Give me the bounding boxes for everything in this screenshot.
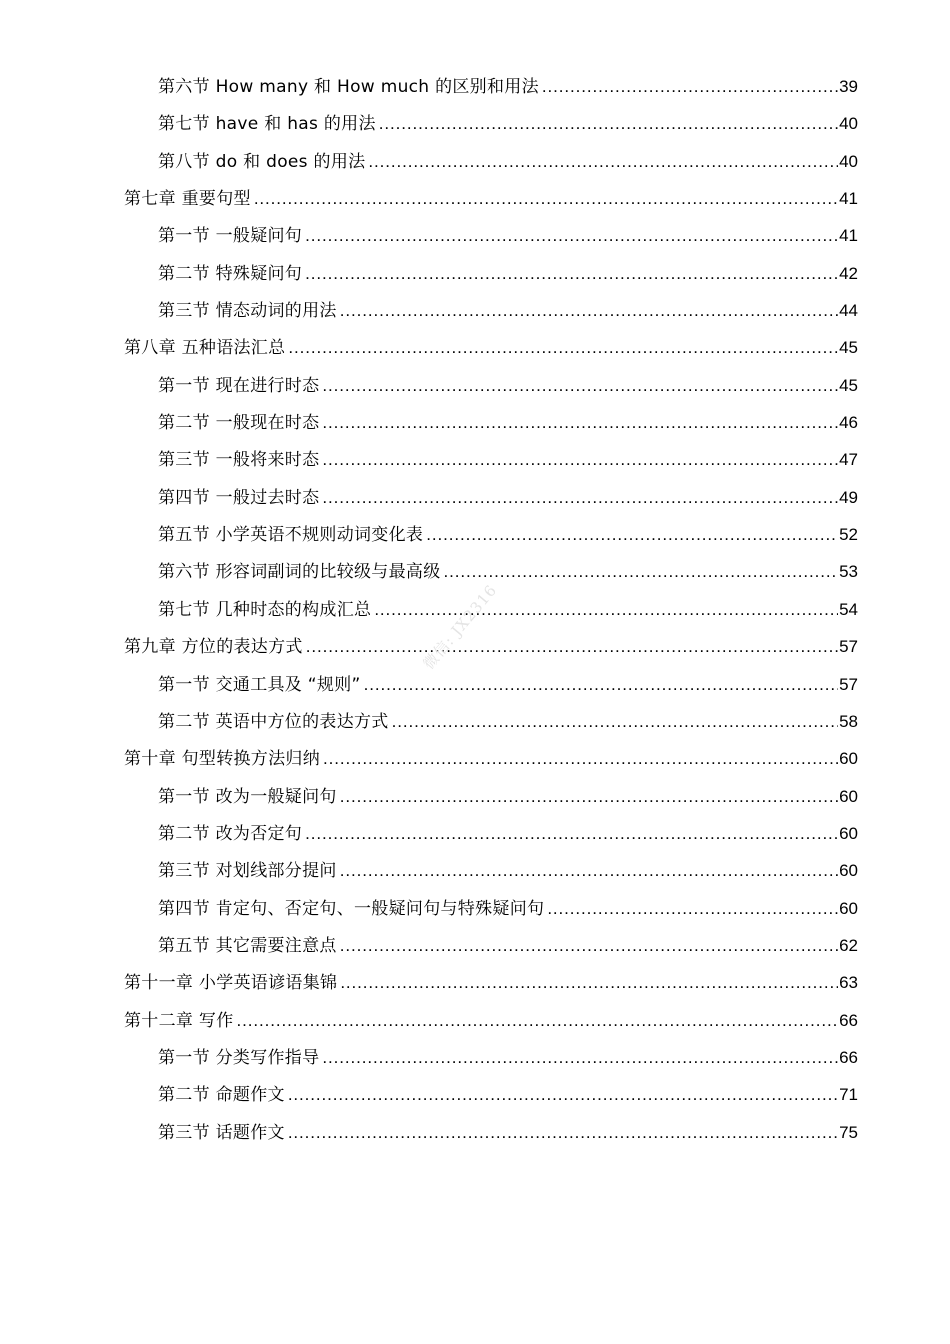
toc-chapter-entry[interactable] — [0, 740, 950, 777]
toc-page-number: 41 — [839, 226, 858, 246]
toc-entry-title: 第一节 分类写作指导 — [158, 1047, 320, 1068]
toc-dot-leader — [340, 778, 838, 815]
toc-entry-title: 第六节 How many 和 How much 的区别和用法 — [158, 77, 539, 97]
toc-page-number: 60 — [839, 861, 858, 881]
toc-entry-title: 第一节 一般疑问句 — [158, 226, 303, 247]
toc-page-number: 75 — [839, 1122, 858, 1142]
toc-entry-title: 第二节 改为否定句 — [158, 823, 303, 844]
toc-section-entry[interactable] — [0, 479, 950, 516]
toc-dot-leader — [305, 255, 838, 292]
toc-entry-title: 第八章 五种语法汇总 — [124, 338, 286, 359]
toc-section-entry[interactable] — [0, 255, 950, 292]
toc-page-number: 52 — [839, 525, 858, 545]
toc-entry-title: 第三节 情态动词的用法 — [158, 301, 337, 322]
toc-dot-leader — [392, 703, 838, 740]
toc-page-number: 60 — [839, 749, 858, 769]
toc-entry-title: 第二节 英语中方位的表达方式 — [158, 711, 389, 732]
toc-dot-leader — [340, 964, 838, 1001]
toc-entry-title: 第九章 方位的表达方式 — [124, 637, 303, 658]
toc-section-entry[interactable] — [0, 143, 950, 180]
toc-section-entry[interactable] — [0, 1114, 950, 1151]
toc-section-entry[interactable] — [0, 1076, 950, 1113]
toc-dot-leader — [340, 852, 838, 889]
toc-section-entry[interactable] — [0, 666, 950, 703]
toc-section-entry[interactable] — [0, 778, 950, 815]
toc-section-entry[interactable] — [0, 441, 950, 478]
toc-section-entry[interactable] — [0, 217, 950, 254]
toc-page-number: 60 — [839, 823, 858, 843]
toc-chapter-entry[interactable] — [0, 1002, 950, 1039]
toc-page-number: 40 — [839, 151, 858, 171]
toc-page-number: 46 — [839, 413, 858, 433]
toc-page-number: 53 — [839, 562, 858, 582]
toc-dot-leader — [379, 105, 838, 142]
toc-section-entry[interactable] — [0, 927, 950, 964]
toc-page-number: 63 — [839, 973, 858, 993]
toc-page-number: 60 — [839, 898, 858, 918]
toc-entry-title: 第四节 一般过去时态 — [158, 487, 320, 508]
toc-page-number: 41 — [839, 189, 858, 209]
toc-entry-title: 第二节 命题作文 — [158, 1085, 285, 1106]
toc-entry-title: 第一节 改为一般疑问句 — [158, 786, 337, 807]
toc-page-number: 40 — [839, 114, 858, 134]
toc-page-number: 66 — [839, 1047, 858, 1067]
toc-entry-title: 第七章 重要句型 — [124, 189, 251, 210]
toc-dot-leader — [322, 367, 838, 404]
toc-entry-title: 第七节 have 和 has 的用法 — [158, 114, 376, 135]
toc-section-entry[interactable] — [0, 890, 950, 927]
toc-entry-title: 第三节 对划线部分提问 — [158, 861, 337, 882]
toc-page-number: 60 — [839, 786, 858, 806]
toc-dot-leader — [340, 927, 838, 964]
toc-entry-title: 第五节 小学英语不规则动词变化表 — [158, 525, 424, 546]
watermark: 微信: JX2316 — [419, 581, 501, 673]
toc-entry-title: 第十二章 写作 — [124, 1010, 234, 1031]
toc-page-number: 58 — [839, 711, 858, 731]
toc-chapter-entry[interactable] — [0, 628, 950, 665]
toc-chapter-entry[interactable] — [0, 964, 950, 1001]
toc-dot-leader — [288, 329, 838, 366]
toc-section-entry[interactable] — [0, 68, 950, 105]
toc-dot-leader — [426, 516, 838, 553]
toc-dot-leader — [322, 1039, 838, 1076]
toc-entry-title: 第六节 形容词副词的比较级与最高级 — [158, 562, 441, 583]
toc-dot-leader — [547, 890, 838, 927]
toc-chapter-entry[interactable] — [0, 180, 950, 217]
toc-dot-leader — [322, 404, 838, 441]
toc-chapter-entry[interactable] — [0, 329, 950, 366]
toc-entry-title: 第七节 几种时态的构成汇总 — [158, 599, 372, 620]
toc-section-entry[interactable] — [0, 404, 950, 441]
toc-page-number: 42 — [839, 263, 858, 283]
toc-section-entry[interactable] — [0, 367, 950, 404]
toc-page-number: 57 — [839, 637, 858, 657]
toc-page-number: 45 — [839, 338, 858, 358]
toc-dot-leader — [368, 143, 838, 180]
toc-page-number: 71 — [839, 1085, 858, 1105]
toc-section-entry[interactable] — [0, 553, 950, 590]
toc-page-number: 49 — [839, 487, 858, 507]
toc-dot-leader — [374, 591, 838, 628]
toc-entry-title: 第二节 特殊疑问句 — [158, 263, 303, 284]
toc-page-number: 45 — [839, 375, 858, 395]
toc-page-number: 57 — [839, 674, 858, 694]
toc-dot-leader — [542, 68, 838, 105]
toc-entry-title: 第八节 do 和 does 的用法 — [158, 151, 366, 172]
toc-entry-title: 第四节 肯定句、否定句、一般疑问句与特殊疑问句 — [158, 898, 545, 919]
toc-entry-title: 第一节 交通工具及 “规则” — [158, 674, 361, 695]
toc-page-number: 39 — [839, 77, 858, 96]
toc-section-entry[interactable] — [0, 105, 950, 142]
toc-entry-title: 第一节 现在进行时态 — [158, 375, 320, 396]
toc-dot-leader — [288, 1114, 838, 1151]
toc-entry-title: 第三节 一般将来时态 — [158, 450, 320, 471]
toc-section-entry[interactable] — [0, 815, 950, 852]
toc-dot-leader — [237, 1002, 839, 1039]
toc-dot-leader — [305, 815, 838, 852]
toc-entry-title: 第三节 话题作文 — [158, 1122, 285, 1143]
toc-dot-leader — [305, 217, 838, 254]
toc-section-entry[interactable] — [0, 292, 950, 329]
toc-dot-leader — [322, 441, 838, 478]
toc-dot-leader — [444, 553, 839, 590]
toc-page-number: 62 — [839, 935, 858, 955]
toc-dot-leader — [306, 628, 838, 665]
toc-entry-title: 第二节 一般现在时态 — [158, 413, 320, 434]
toc-section-entry[interactable] — [0, 852, 950, 889]
toc-dot-leader — [322, 479, 838, 516]
toc-entry-title: 第五节 其它需要注意点 — [158, 935, 337, 956]
toc-entry-title: 第十一章 小学英语谚语集锦 — [124, 973, 338, 994]
toc-dot-leader — [340, 292, 838, 329]
toc-dot-leader — [254, 180, 838, 217]
toc-entry-title: 第十章 句型转换方法归纳 — [124, 749, 321, 770]
toc-section-entry[interactable] — [0, 1039, 950, 1076]
toc-dot-leader — [323, 740, 838, 777]
toc-section-entry[interactable] — [0, 703, 950, 740]
toc-page-number: 54 — [839, 599, 858, 619]
toc-dot-leader — [288, 1076, 838, 1113]
toc-page-number: 66 — [839, 1010, 858, 1030]
toc-section-entry[interactable] — [0, 516, 950, 553]
toc-page-number: 47 — [839, 450, 858, 470]
toc-page-number: 44 — [839, 301, 858, 321]
